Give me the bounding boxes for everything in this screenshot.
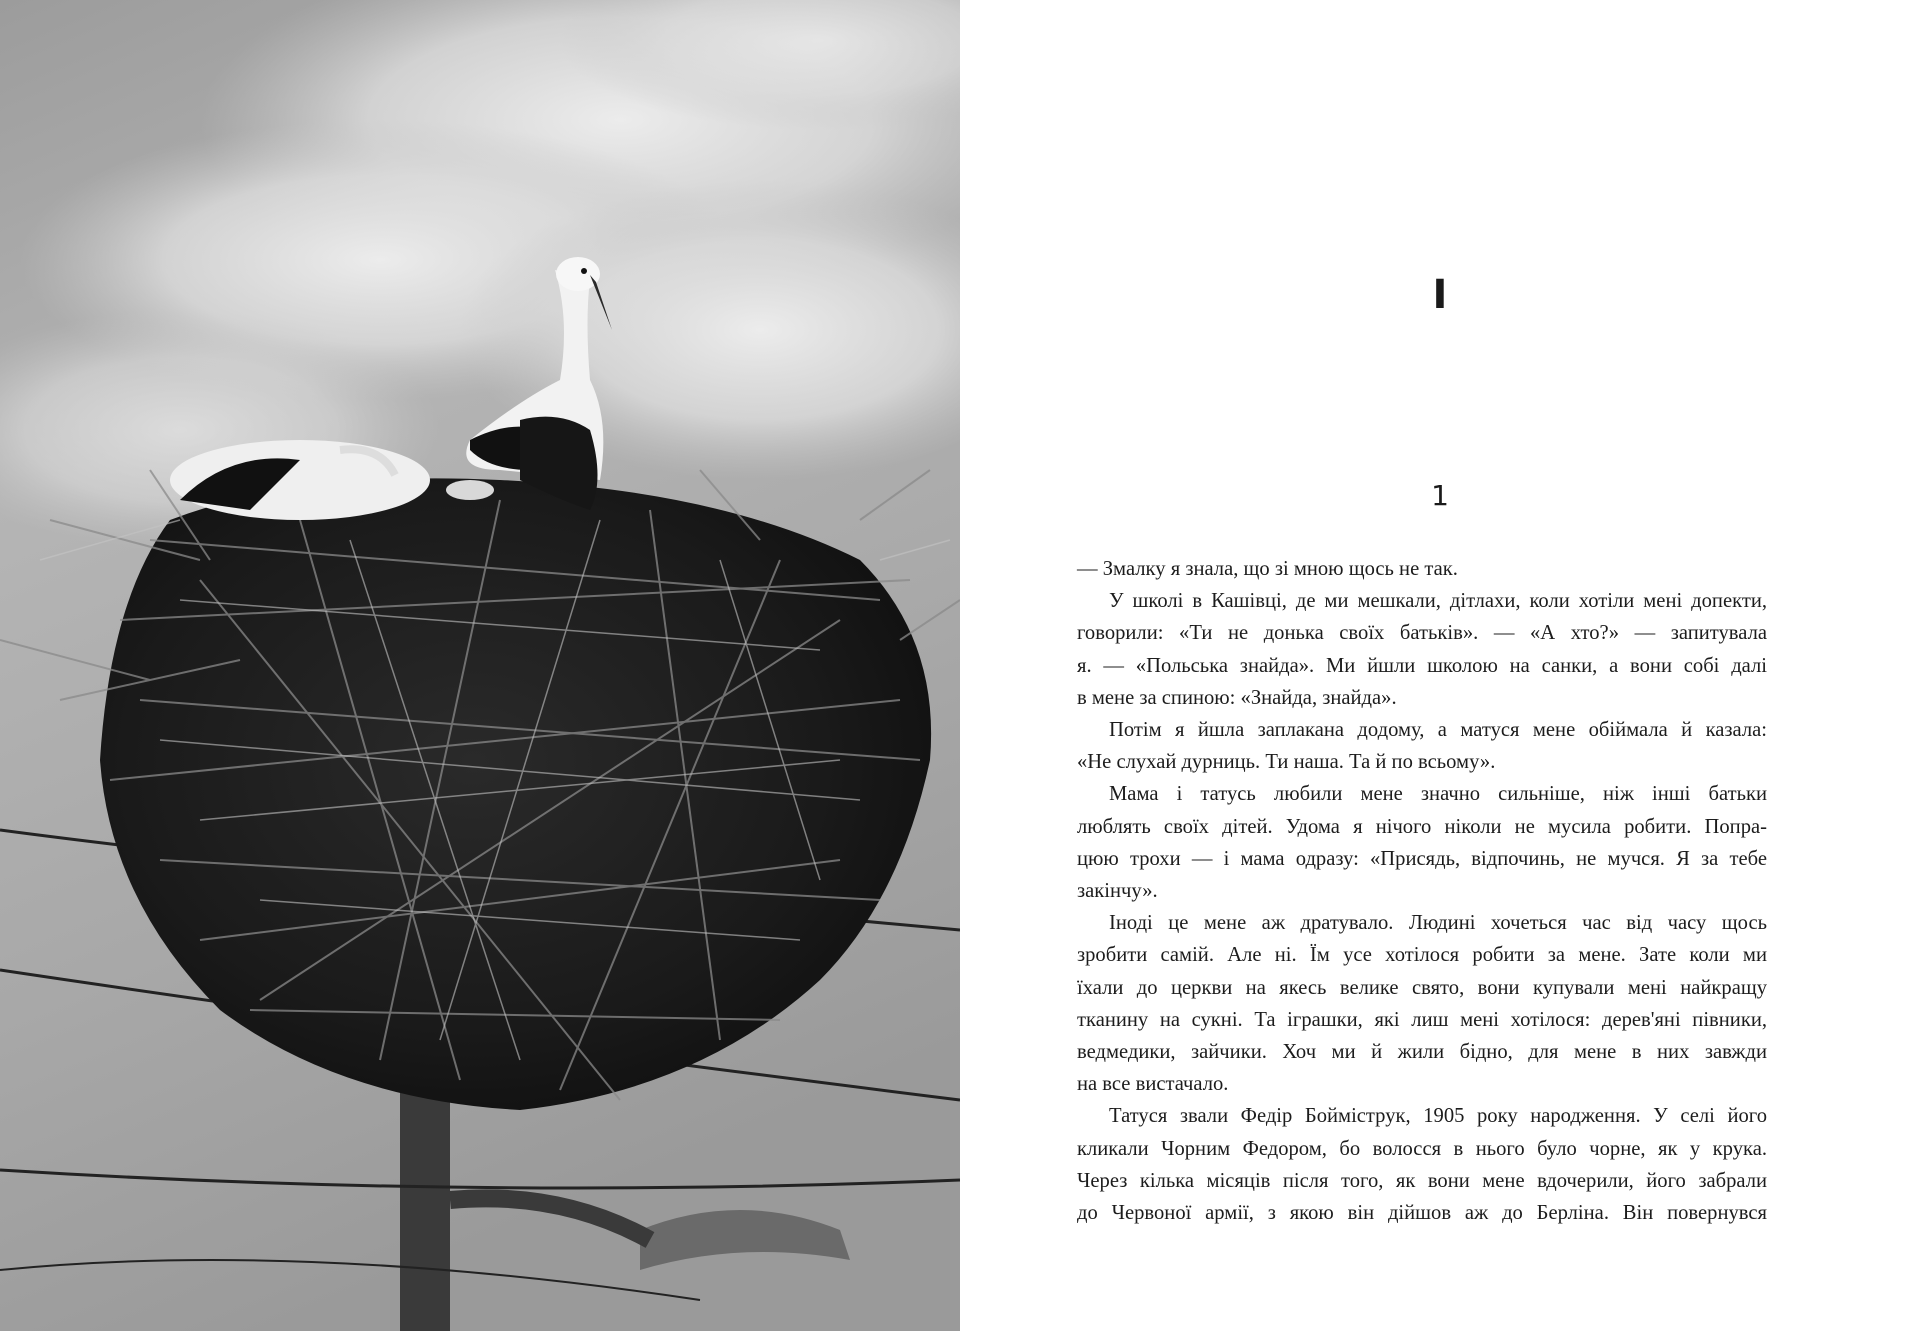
text-line: ведмедики, зайчики. Хоч ми й жили бідно, для мене в них завжди (1077, 1041, 1767, 1064)
text-line: тканину на сукні. Та іграшки, які лиш мені хотілося: дерев'яні півники, (1077, 1008, 1767, 1031)
text-line: на все вистачало. (1077, 1073, 1229, 1096)
text-line: «Не слухай дурниць. Ти наша. Та й по всьому». (1077, 751, 1496, 774)
part-title: I (1432, 272, 1448, 318)
text-line: цюю трохи — і мама одразу: «Присядь, відпочинь, не мучся. Я за тебе (1077, 847, 1767, 870)
text-line: я. — «Польська знайда». Ми йшли школою на санки, а вони собі далі (1077, 654, 1767, 677)
text-line: Іноді це мене аж дратувало. Людині хочеться час від часу щось (1109, 912, 1767, 935)
text-page (960, 0, 1920, 1331)
text-line: до Червоної армії, з якою він дійшов аж до Берліна. Він повернувся (1077, 1202, 1767, 1225)
text-line: говорили: «Ти не донька своїх батьків». — «А хто?» — запитувала (1077, 622, 1767, 645)
text-line: У школі в Кашівці, де ми мешкали, дітлахи, коли хотіли мені допекти, (1109, 590, 1767, 613)
text-line: закінчу». (1077, 880, 1158, 903)
chapter-number: 1 (1431, 479, 1449, 512)
text-line: кликали Чорним Федором, бо волосся в нього було чорне, як у крука. (1077, 1137, 1767, 1160)
text-line: люблять своїх дітей. Удома я нічого ніколи не мусила робити. Попра- (1077, 815, 1767, 838)
text-line: Татуся звали Федір Бойміструк, 1905 року народження. У селі його (1109, 1105, 1767, 1128)
text-line: в мене за спиною: «Знайда, знайда». (1077, 686, 1397, 709)
text-line: Мама і татусь любили мене значно сильніше, ніж інші батьки (1109, 783, 1767, 806)
text-line: Потім я йшла заплакана додому, а матуся мене обіймала й казала: (1109, 719, 1767, 742)
text-line: їхали до церкви на якесь велике свято, вони купували мені найкращу (1077, 976, 1767, 999)
text-line: зробити самій. Але ні. Їм усе хотілося робити за мене. Зате коли ми (1077, 944, 1767, 967)
text-line: Через кілька місяців після того, як вони мене вдочерили, його забрали (1077, 1169, 1767, 1192)
chapter-text (1077, 553, 1767, 1229)
text-line: — Змалку я знала, що зі мною щось не так. (1077, 558, 1458, 580)
